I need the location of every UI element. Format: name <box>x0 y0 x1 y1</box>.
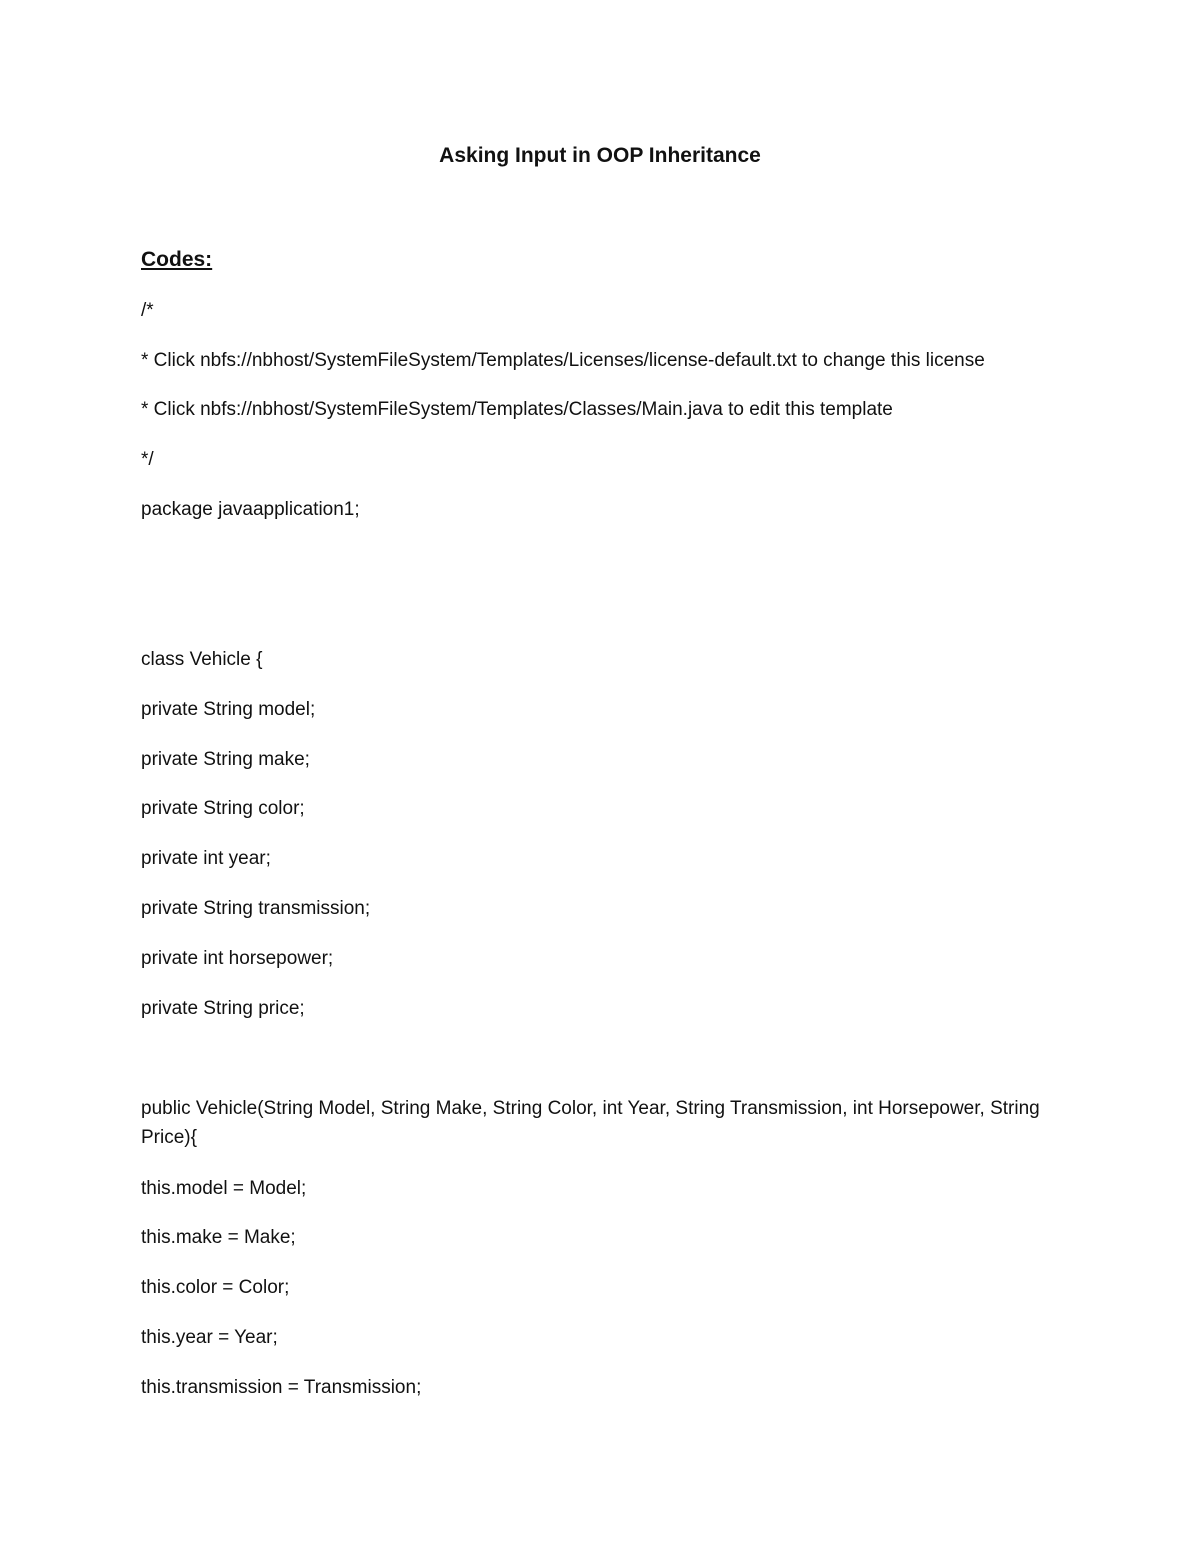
code-line: this.color = Color; <box>141 1277 290 1298</box>
code-line: */ <box>141 449 154 470</box>
code-line: this.transmission = Transmission; <box>141 1377 422 1398</box>
code-line: this.year = Year; <box>141 1327 278 1348</box>
codes-heading: Codes: <box>141 248 213 271</box>
code-line: private String make; <box>141 749 310 770</box>
document-title: Asking Input in OOP Inheritance <box>439 144 761 167</box>
code-line: private String transmission; <box>141 898 371 919</box>
code-line: private int year; <box>141 848 271 869</box>
code-line: * Click nbfs://nbhost/SystemFileSystem/Templates/Classes/Main.java to edit this template <box>141 399 893 420</box>
code-line: package javaapplication1; <box>141 499 360 520</box>
code-line: class Vehicle { <box>141 649 263 670</box>
code-line: this.model = Model; <box>141 1178 307 1199</box>
code-line: /* <box>141 300 154 321</box>
code-line: private String color; <box>141 798 305 819</box>
code-line: private String model; <box>141 699 316 720</box>
code-line: public Vehicle(String Model, String Make, String Color, int Year, String Transmission, int Horsepower, String Price){ <box>141 1098 1040 1148</box>
code-line: this.make = Make; <box>141 1227 296 1248</box>
code-line: private int horsepower; <box>141 948 334 969</box>
code-line: * Click nbfs://nbhost/SystemFileSystem/Templates/Licenses/license-default.txt to change this license <box>141 350 985 371</box>
code-line: private String price; <box>141 998 305 1019</box>
